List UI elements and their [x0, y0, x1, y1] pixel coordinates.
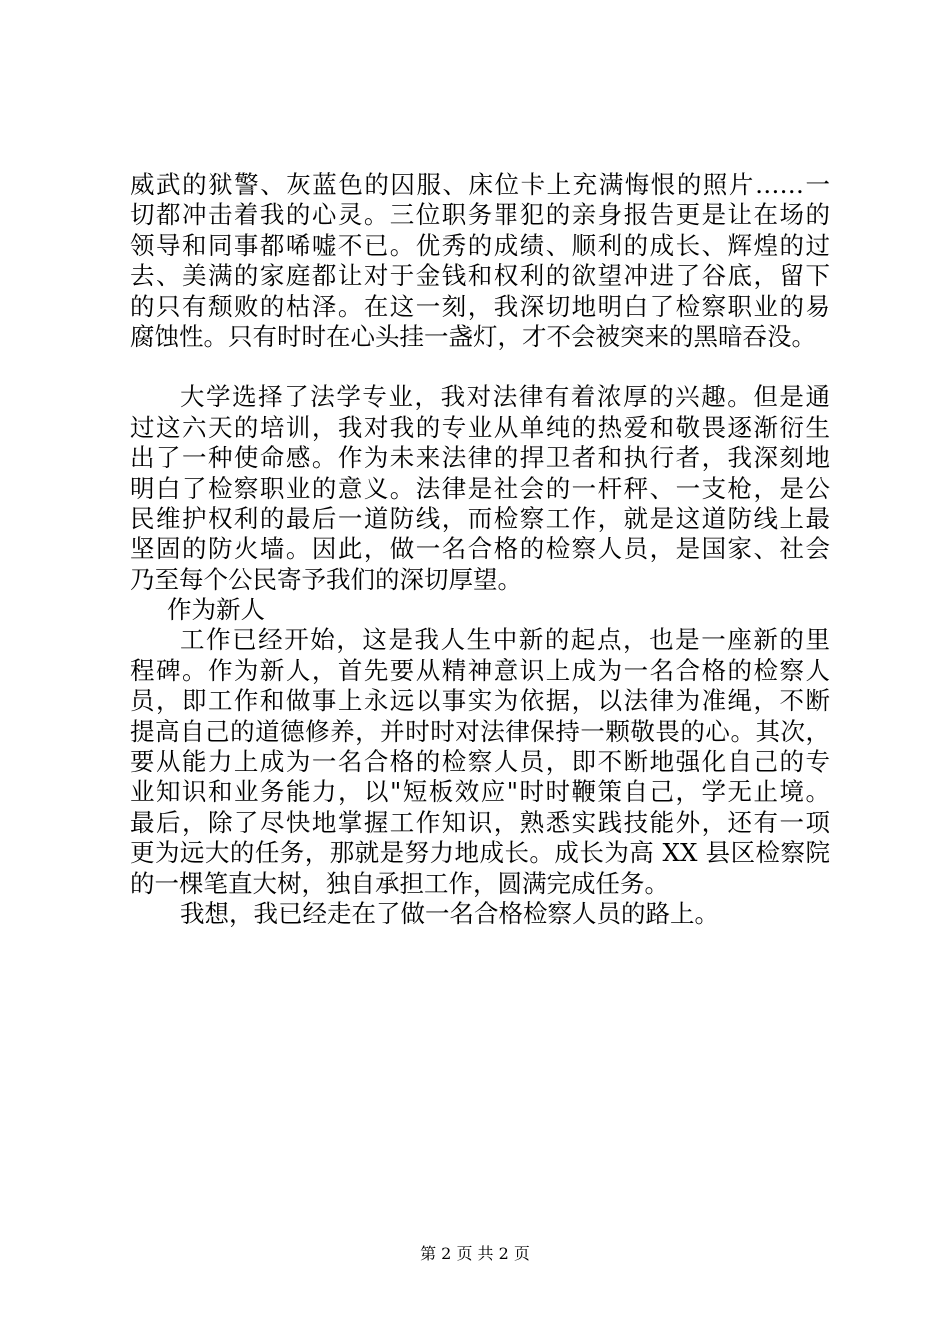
text-line: 我想，我已经走在了做一名合格检察人员的路上。: [180, 898, 719, 928]
paragraph-gap: [130, 352, 830, 382]
text-line: 大学选择了法学专业，我对法律有着浓厚的兴趣。但是通: [180, 382, 830, 412]
page-footer: 第 2 页 共 2 页: [420, 1244, 530, 1263]
paragraph-as-newcomer: [130, 625, 830, 899]
paragraph-law-major: [130, 382, 830, 595]
document-body: [130, 170, 830, 929]
text-line: 工作已经开始，这是我人生中新的起点，也是一座新的里: [180, 625, 830, 655]
text-line: 的只有颓败的枯泽。在这一刻，我深切地明白了检察职业的易: [130, 291, 830, 321]
paragraph-prison-visit: [130, 170, 830, 352]
paragraph-closing: [130, 899, 830, 929]
text-line: 威武的狱警、灰蓝色的囚服、床位卡上充满悔恨的照片……一: [130, 170, 830, 199]
text-line: 最后，除了尽快地掌握工作知识，熟悉实践技能外，还有一项: [130, 807, 830, 837]
text-line: 提高自己的道德修养，并时时对法律保持一颗敬畏的心。其次，: [130, 716, 830, 746]
text-line: 领导和同事都唏嘘不已。优秀的成绩、顺利的成长、辉煌的过: [130, 230, 830, 260]
text-line: 过这六天的培训，我对我的专业从单纯的热爱和敬畏逐渐衍生: [130, 412, 830, 442]
text-line: 明白了检察职业的意义。法律是社会的一杆秤、一支枪，是公: [130, 473, 830, 503]
text-line: 程碑。作为新人，首先要从精神意识上成为一名合格的检察人: [130, 655, 830, 685]
text-line: 出了一种使命感。作为未来法律的捍卫者和执行者，我深刻地: [130, 443, 830, 473]
text-line: 要从能力上成为一名合格的检察人员，即不断地强化自己的专: [130, 747, 830, 777]
text-line: 业知识和业务能力，以"短板效应"时时鞭策自己，学无止境。: [130, 777, 830, 807]
text-line: 去、美满的家庭都让对于金钱和权利的欲望冲进了谷底，留下: [130, 261, 830, 291]
text-line: 员，即工作和做事上永远以事实为依据，以法律为准绳，不断: [130, 686, 830, 716]
text-line: 坚固的防火墙。因此，做一名合格的检察人员，是国家、社会: [130, 534, 830, 564]
text-line: 的一棵笔直大树，独自承担工作，圆满完成任务。: [130, 868, 669, 898]
section-heading: 作为新人: [167, 595, 265, 625]
text-line: 切都冲击着我的心灵。三位职务罪犯的亲身报告更是让在场的: [130, 200, 830, 230]
text-line: 腐蚀性。只有时时在心头挂一盏灯，才不会被突来的黑暗吞没。: [130, 321, 816, 351]
text-line: 民维护权利的最后一道防线，而检察工作，就是这道防线上最: [130, 503, 830, 533]
text-line: 乃至每个公民寄予我们的深切厚望。: [130, 564, 522, 594]
text-line: 更为远大的任务，那就是努力地成长。成长为高 XX 县区检察院: [130, 838, 830, 868]
